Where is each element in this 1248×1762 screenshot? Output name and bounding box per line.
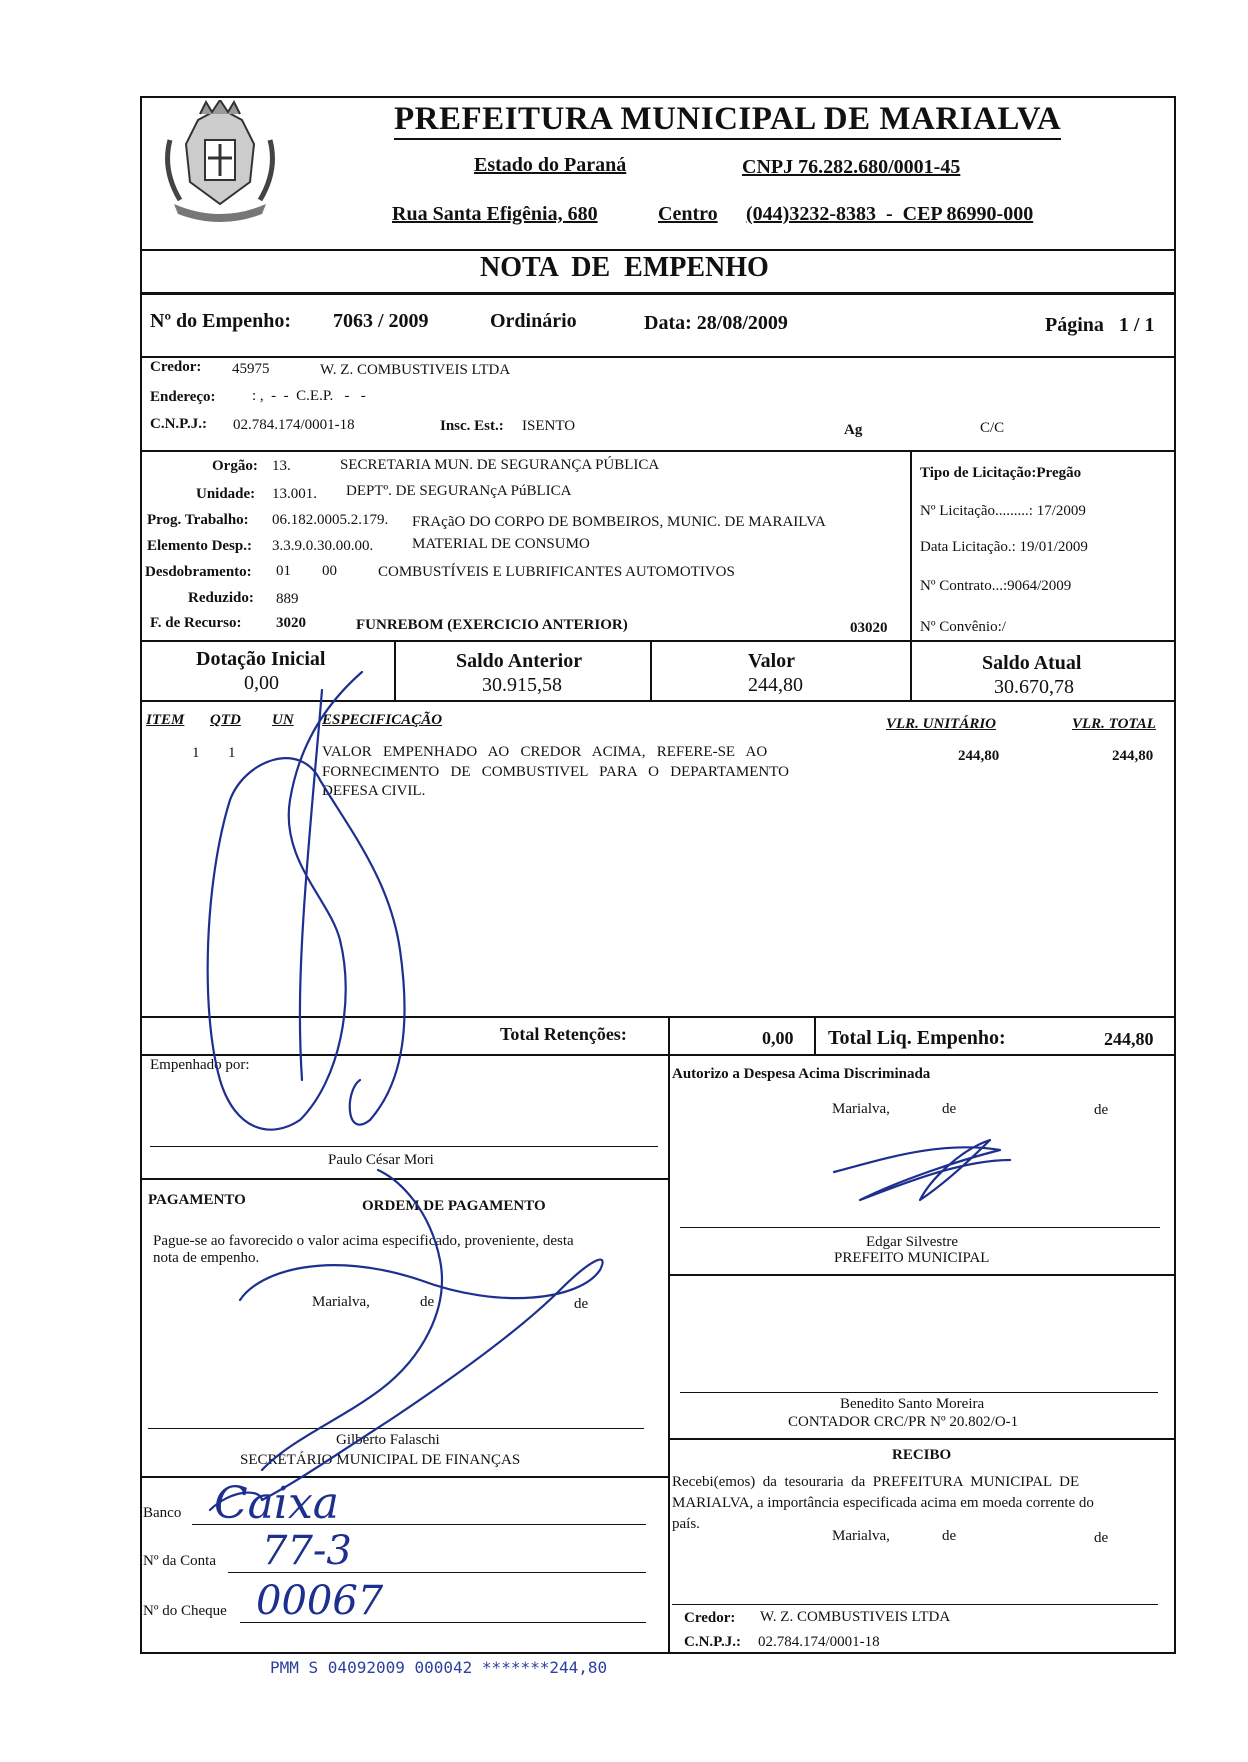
autorizo-de2: de — [1094, 1102, 1109, 1118]
unidade-name: DEPTº. DE SEGURANçA PúBLICA — [346, 483, 572, 499]
row-qtd: 1 — [228, 745, 236, 761]
empenho-label: Nº do Empenho: — [150, 310, 292, 332]
document-title: NOTA DE EMPENHO — [480, 252, 769, 283]
recibo-de2: de — [1094, 1530, 1109, 1546]
valor-label: Valor — [748, 650, 796, 672]
saldo-atual-label: Saldo Atual — [982, 652, 1082, 674]
banco-label: Banco — [143, 1505, 182, 1521]
licitacao-numero: Nº Licitação.........: 17/2009 — [920, 503, 1086, 519]
contador-name: Benedito Santo Moreira — [840, 1396, 985, 1412]
credor-code: 45975 — [232, 361, 270, 377]
payment-stamp: PMM S 04092009 000042 *******244,80 — [270, 1658, 608, 1677]
banco-value: Caixa — [214, 1478, 340, 1529]
pagamento-de2: de — [574, 1296, 589, 1312]
recibo-title: RECIBO — [892, 1447, 952, 1463]
header-title: PREFEITURA MUNICIPAL DE MARIALVA — [394, 100, 1061, 140]
recurso-ref: 03020 — [850, 620, 888, 636]
col-qtd: QTD — [210, 712, 241, 728]
secretario-name: Gilberto Falaschi — [336, 1432, 440, 1448]
pagamento-label: PAGAMENTO — [148, 1192, 246, 1208]
ag-label: Ag — [844, 422, 863, 438]
row-item: 1 — [192, 745, 200, 761]
convenio-numero: Nº Convênio:/ — [920, 619, 1006, 635]
insc-label: Insc. Est.: — [440, 418, 504, 434]
conta-value: 77-3 — [262, 1528, 352, 1574]
cc-label: C/C — [980, 420, 1005, 436]
cheque-label: Nº do Cheque — [143, 1603, 227, 1619]
reduzido-value: 889 — [276, 591, 299, 607]
empenhado-name: Paulo César Mori — [328, 1152, 434, 1168]
recibo-place: Marialva, — [832, 1528, 890, 1544]
autorizo-de1: de — [942, 1101, 957, 1117]
header-state: Estado do Paraná — [474, 154, 627, 176]
prefeito-name: Edgar Silvestre — [866, 1234, 959, 1250]
contador-role: CONTADOR CRC/PR Nº 20.802/O-1 — [788, 1414, 1019, 1430]
header-phone-cep: (044)3232-8383 - CEP 86990-000 — [746, 203, 1034, 225]
credor-cnpj-value: 02.784.174/0001-18 — [233, 417, 355, 433]
prog-label: Prog. Trabalho: — [147, 512, 249, 528]
row-total-value: 244,80 — [1112, 748, 1154, 764]
liquido-value: 244,80 — [1104, 1029, 1154, 1049]
desdobramento-b: 00 — [322, 563, 337, 579]
licitacao-data: Data Licitação.: 19/01/2009 — [920, 539, 1088, 555]
orgao-name: SECRETARIA MUN. DE SEGURANÇA PÚBLICA — [340, 457, 660, 473]
autorizo-label: Autorizo a Despesa Acima Discriminada — [672, 1066, 931, 1082]
col-especificacao: ESPECIFICAÇÃO — [322, 712, 443, 728]
credor-name: W. Z. COMBUSTIVEIS LTDA — [320, 362, 511, 378]
prog-code: 06.182.0005.2.179. — [272, 512, 389, 528]
secretario-role: SECRETÁRIO MUNICIPAL DE FINANÇAS — [240, 1452, 521, 1468]
header-cnpj: CNPJ 76.282.680/0001-45 — [742, 156, 961, 178]
header-address: Rua Santa Efigênia, 680 — [392, 203, 598, 225]
saldo-atual-value: 30.670,78 — [994, 676, 1074, 698]
prog-name: FRAçãO DO CORPO DE BOMBEIROS, MUNIC. DE MARAILVA — [412, 514, 826, 530]
empenho-type: Ordinário — [490, 310, 577, 332]
ordem-pagamento-label: ORDEM DE PAGAMENTO — [362, 1198, 546, 1214]
credor-label: Credor: — [150, 359, 202, 375]
col-vlr-unitario: VLR. UNITÁRIO — [886, 716, 997, 732]
pagamento-text2: nota de empenho. — [153, 1250, 260, 1266]
unidade-code: 13.001. — [272, 486, 317, 502]
dotacao-label: Dotação Inicial — [196, 648, 326, 670]
saldo-anterior-label: Saldo Anterior — [456, 650, 583, 672]
valor-value: 244,80 — [748, 674, 803, 696]
col-un: UN — [272, 712, 294, 728]
empenho-number: 7063 / 2009 — [333, 310, 429, 332]
elemento-code: 3.3.9.0.30.00.00. — [272, 538, 374, 554]
orgao-label: Orgão: — [212, 458, 258, 474]
header-center: Centro — [658, 203, 718, 225]
insc-value: ISENTO — [522, 418, 576, 434]
autorizo-place: Marialva, — [832, 1101, 890, 1117]
pagamento-de1: de — [420, 1294, 435, 1310]
elemento-name: MATERIAL DE CONSUMO — [412, 536, 590, 552]
pagamento-text1: Pague-se ao favorecido o valor acima especificado, proveniente, desta — [153, 1233, 574, 1249]
reduzido-label: Reduzido: — [188, 590, 254, 606]
address-label: Endereço: — [150, 389, 216, 405]
recibo-de1: de — [942, 1528, 957, 1544]
conta-label: Nº da Conta — [143, 1553, 216, 1569]
row-unit-value: 244,80 — [958, 748, 1000, 764]
retencoes-label: Total Retenções: — [500, 1024, 627, 1044]
empenhado-label: Empenhado por: — [150, 1057, 250, 1073]
dotacao-value: 0,00 — [244, 672, 279, 694]
recibo-cnpj-label: C.N.P.J.: — [684, 1634, 741, 1650]
recibo-credor-label: Credor: — [684, 1610, 736, 1626]
empenho-date: Data: 28/08/2009 — [644, 312, 788, 334]
orgao-code: 13. — [272, 458, 291, 474]
unidade-label: Unidade: — [196, 486, 256, 502]
row-spec-line2: FORNECIMENTO DE COMBUSTIVEL PARA O DEPARTAMENTO — [322, 764, 789, 780]
recibo-line2: MARIALVA, a importância especificada acima em moeda corrente do — [672, 1495, 1094, 1511]
cheque-value: 00067 — [256, 1578, 384, 1624]
credor-cnpj-label: C.N.P.J.: — [150, 416, 207, 432]
recurso-label: F. de Recurso: — [150, 615, 242, 631]
prefeito-role: PREFEITO MUNICIPAL — [834, 1250, 990, 1266]
recibo-line3: país. — [672, 1516, 700, 1532]
recibo-line1: Recebi(emos) da tesouraria da PREFEITURA MUNICIPAL DE — [672, 1474, 1080, 1490]
page-number: Página 1 / 1 — [1045, 314, 1155, 336]
col-item: ITEM — [146, 712, 185, 728]
desdobramento-label: Desdobramento: — [145, 564, 252, 580]
recurso-name: FUNREBOM (EXERCICIO ANTERIOR) — [356, 617, 628, 633]
elemento-label: Elemento Desp.: — [147, 538, 252, 554]
recibo-credor-value: W. Z. COMBUSTIVEIS LTDA — [760, 1609, 951, 1625]
col-vlr-total: VLR. TOTAL — [1072, 716, 1156, 732]
recibo-cnpj-value: 02.784.174/0001-18 — [758, 1634, 880, 1650]
retencoes-value: 0,00 — [762, 1028, 794, 1048]
saldo-anterior-value: 30.915,58 — [482, 674, 562, 696]
desdobramento-a: 01 — [276, 563, 291, 579]
pagamento-place: Marialva, — [312, 1294, 370, 1310]
row-spec-line1: VALOR EMPENHADO AO CREDOR ACIMA, REFERE-SE AO — [322, 744, 768, 760]
recurso-code: 3020 — [276, 615, 306, 631]
row-spec-line3: DEFESA CIVIL. — [322, 783, 426, 799]
desdobramento-name: COMBUSTÍVEIS E LUBRIFICANTES AUTOMOTIVOS — [378, 564, 735, 580]
address-value: : , - - C.E.P. - - — [252, 388, 366, 404]
licitacao-tipo: Tipo de Licitação:Pregão — [920, 465, 1082, 481]
liquido-label: Total Liq. Empenho: — [828, 1027, 1006, 1049]
contrato-numero: Nº Contrato...:9064/2009 — [920, 578, 1072, 594]
